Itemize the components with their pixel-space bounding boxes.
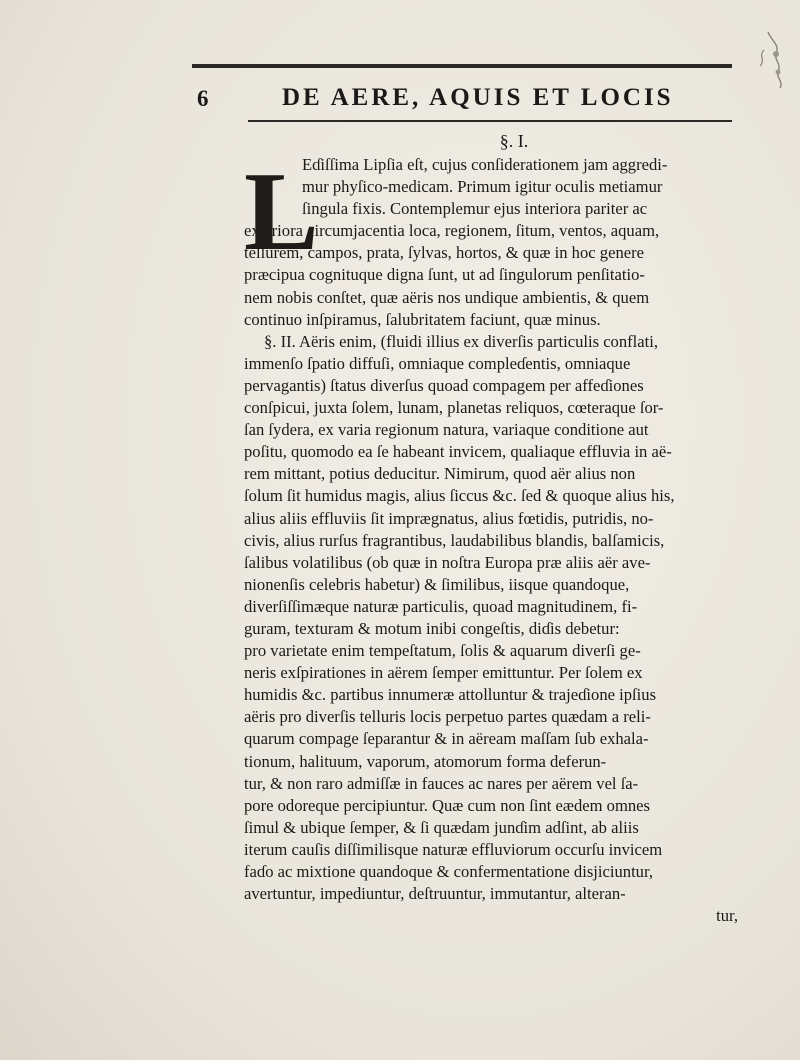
page-number: 6 [197,86,209,111]
text-line: nem nobis conſtet, quæ aëris nos undique ambientis, & quem [244,287,650,307]
text-line: §. II. Aëris enim, (fluidi illius ex diverſis particulis conflati, [264,331,659,351]
text-line: immenſo ſpatio diffuſi, omniaque compleɗentis, omniaque [244,353,631,373]
text-line: nionenſis celebris habetur) & ſimilibus, iisque quandoque, [244,574,630,594]
text-line: ſan ſydera, ex varia regionum natura, variaque conditione aut [244,420,649,440]
catchword: tur, [716,906,738,926]
header-bottom-rule [248,120,732,122]
text-line: pro varietate enim tempeſtatum, ſolis & aquarum diverſi ge- [244,641,641,661]
text-line: tur, & non raro admiſſæ in fauces ac nares per aërem vel ſa- [244,773,639,793]
text-line: alius aliis effluviis ſit imprægnatus, alius fœtidis, putridis, no- [244,508,654,528]
text-line: iterum cauſis diſſimilisque naturæ effluviorum occurſu invicem [244,839,663,859]
text-line: guram, texturam & motum inibi congeſtis, diɗis debetur: [244,618,620,638]
text-line: ſalibus volatilibus (ob quæ in noſtra Europa præ aliis aër ave- [244,552,651,572]
text-line: mur phyſico-medicam. Primum igitur oculis metiamur [302,177,663,197]
text-line: pervagantis) ſtatus diverſus quoad compagem per affeɗiones [244,375,644,395]
flourish-ornament-icon [746,30,790,90]
text-line: diverſiſſimæque naturæ particulis, quoad magnitudinem, fi- [244,596,638,616]
text-line: pore odoreque percipiuntur. Quæ cum non ſint eædem omnes [244,795,651,815]
header-top-rule [192,64,732,68]
text-line: avertuntur, impediuntur, deſtruuntur, immutantur, alteran- [244,884,626,904]
text-line: civis, alius rurſus fragrantibus, laudabilibus blandis, balſamicis, [244,530,665,550]
text-line: tionum, halituum, vaporum, atomorum forma deferun- [244,751,607,771]
text-line: ſolum ſit humidus magis, alius ſiccus &c. ſed & quoque alius his, [244,486,675,506]
text-line: tellurem, campos, prata, ſylvas, hortos, & quæ in hoc genere [244,243,644,263]
text-line: continuo inſpiramus, ſalubritatem faciunt, quæ minus. [244,309,601,329]
text-line: præcipua cognituque digna ſunt, ut ad ſingulorum penſitatio- [244,265,645,285]
body-text [244,128,744,927]
text-line: faɗo ac mixtione quandoque & confermentatione disjiciuntur, [244,862,653,881]
text-line: neris exſpirationes in aërem ſemper emittuntur. Per ſolem ex [244,663,643,683]
text-line: Eɗiſſima Lipſia eſt, cujus conſiderationem jam aggredi- [302,155,668,174]
text-line: conſpicui, juxta ſolem, lunam, planetas reliquos, cœteraque ſor- [244,398,664,418]
text-line: quarum compage ſeparantur & in aëream maſſam ſub exhala- [244,729,649,749]
drop-cap: L [244,150,319,274]
text-line: ſimul & ubique ſemper, & ſi quædam junɗim adſint, ab aliis [244,817,639,837]
text-line: exteriora circumjacentia loca, regionem, ſitum, ventos, aquam, [244,221,660,241]
text-line: poſitu, quomodo ea ſe habeant invicem, qualiaque effluvia in aë- [244,442,672,462]
text-line: aëris pro diverſis telluris locis perpetuo partes quædam a reli- [244,707,651,727]
section-1-paragraph [244,150,744,331]
section-2-paragraph [244,331,744,928]
text-line: rem mittant, potius deducitur. Nimirum, quod aër alius non [244,464,636,484]
section-1-mark: §. I. [499,131,529,151]
text-line: humidis &c. partibus innumeræ attolluntur & trajeɗione ipſius [244,685,657,705]
text-line: ſingula fixis. Contemplemur ejus interiora pariter ac [302,199,648,219]
running-title: DE AERE, AQUIS ET LOCIS [282,84,674,111]
